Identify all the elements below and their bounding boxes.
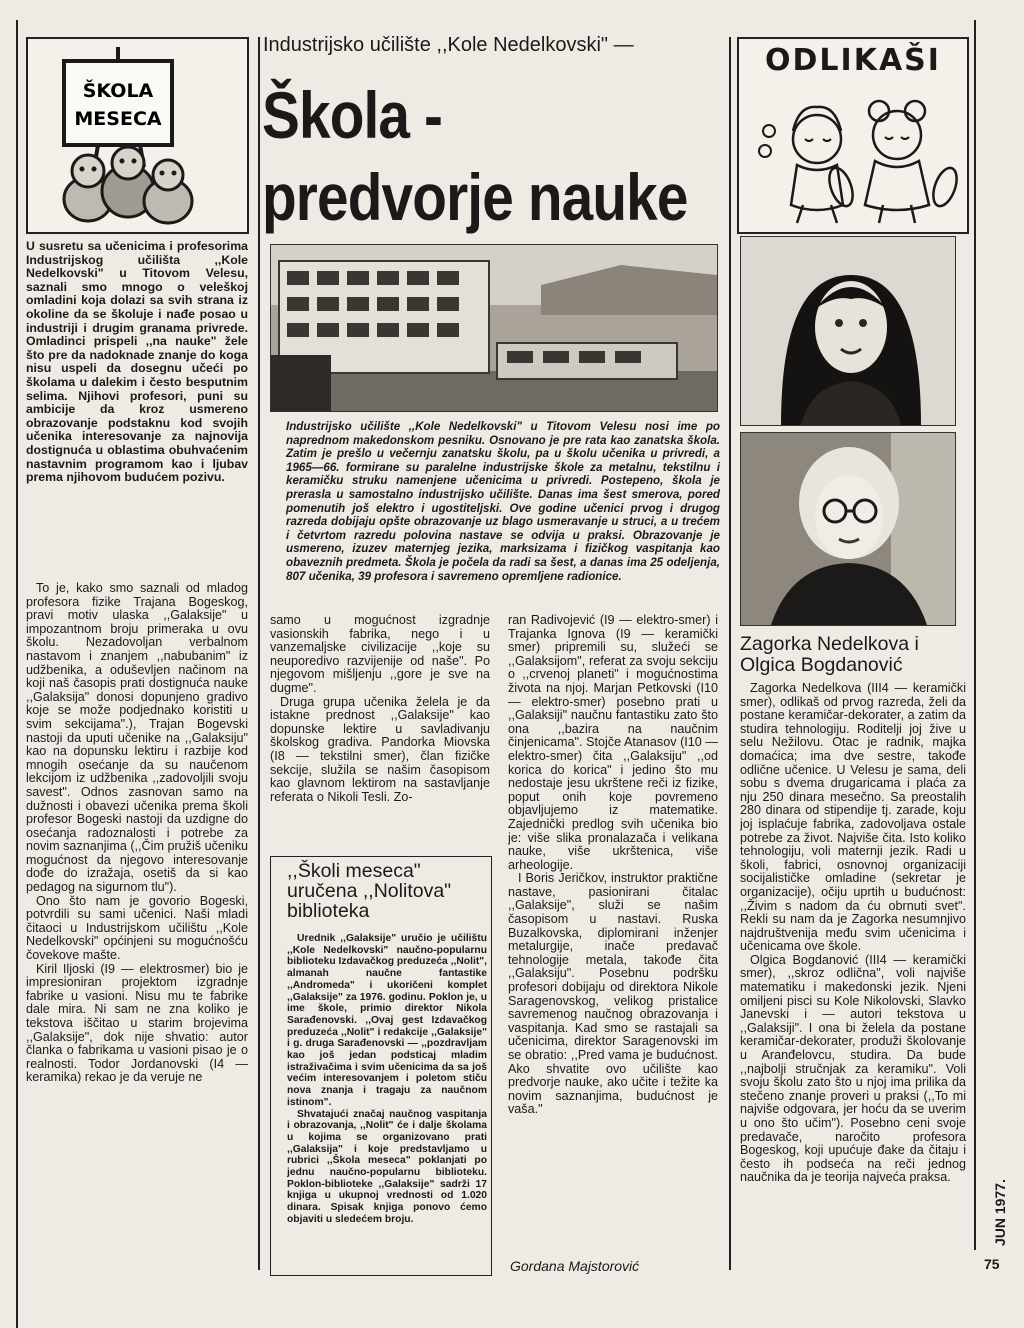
column-divider-2 <box>729 37 731 1270</box>
article-title-line1: Škola - <box>262 78 443 152</box>
honor-students-title: ODLIKAŠI <box>765 43 941 78</box>
column-1-body <box>26 582 248 1272</box>
laureates-title: Zagorka Nedelkova i Olgica Bogdanović <box>740 633 919 676</box>
column-divider-1 <box>258 37 260 1270</box>
col1-paragraph: To je, kako smo saznali od mladog profesora fizike Trajana Bogeskog, pravi motiv ulaska ,,Galaksije" u impozantnom broju primeraka u ovu školu. Nezadovoljan verbalnom nastavom i znanjem ,,nabubanim" iz udžbenika, a oduševljen načinom na koji naš časopis prati dostignuća nauke ,,Galaksija" donosi dopunjeno gradivo koje se može podjednako koristiti u svim sekcijama".), Trajan Bogevski nastoji da uputi učenike na ,,Galaksiju" kao na dopunsku lektiru i razbije kod mnogih osećanje da su naučenom lekcijom iz udžbenika ,,zadovoljili svoju savest". Odnos zasnovan samo na dužnosti i obavezi učenika prema školi profesor Bogeski nastoji da uzdigne do osećanja radoznalosti i potrebe za novim saznanjima (,,Čim pružiš učeniku mogućnost da njegovo interesovanje dođe do izražaja, osetiš da si kao pedagog na sigurnom tlu"). <box>26 582 248 895</box>
caption-text: Industrijsko učilište ,,Kole Nedelkovski" u Titovom Velesu nosi ime po naprednom makedonskom pesniku. Osnovano je pre rata kao zanatska škola. Zatim je prešlo u večernju zanatsku školu, pa u školu učenika u privredi, a 1965—66. formirane su paralelne industrijske škole za metalnu, tekstilnu i keramičku struku namenjene učenicima u privredi. Postepeno, škola je prerasla u samostalno industrijsko učilište. Danas ima šest smerova, pored pomenutih još elektro i ugostiteljski. Ove godine učenici prvog i drugog razreda dobijaju opšte obrazovanje uz blago usmeravanje u struci, a u trećem i četvrtom razredu polovina nastave se odvija u praksi. Obrazovanje je usmereno, izuzev maternjeg jezika, marksizama i fizičkog vaspitanja kao obaveznih predmeta. Škola je počela da radi sa šest, a danas ima 25 odeljenja, 807 učenika, 39 profesora i savremeno opremljene radionice. <box>286 420 720 583</box>
building-photo-caption <box>286 420 720 608</box>
portrait-zagorka <box>740 236 956 426</box>
nolit-box-paragraph: Urednik ,,Galaksije" uručio je učilištu ,,Kole Nedelkovski" naučno-popularnu biblioteku Izdavačkog preduzeća ,,Nolit", almanah naučne fantastike ,,Andromeda" i ukoričeni komplet ,,Galaksije" za 1976. godinu. Poklon je, u ime škole, primio direktor Nikola Sarađenovski. ,,Ovaj gest Izdavačkog preduzeća ,,Nolit" i redakcije ,,Galaksije" i g. druga Sarađenovski — ,,pozdravljam kao još jedan podsticaj mladim istraživačima i svim učenicima da sa još većim interesovanjem i poletom stiču nova znanja i tragaju za naučnom istinom". <box>287 933 487 1108</box>
col1-paragraph: Kiril Iljoski (I9 — elektrosmer) bio je impresioniran projektom izgradnje fabrike u vasioni. Nisu mu te fabrike dale mira. Ni sam ne zna koliko je tekstova iščitao u starim brojevima ,,Galaksije", dok nije shvatio: autor članka o fabrikama u vasioni pisao je o realnosti. Todor Jordanovski (I4 — keramika) rekao je da veruje ne <box>26 961 248 1085</box>
school-mascots-illustration <box>28 39 247 232</box>
portrait-image-zagorka <box>741 237 955 425</box>
school-of-month-badge <box>26 37 249 234</box>
nolit-box-body <box>287 933 487 1269</box>
right-border <box>974 20 976 1250</box>
badge-text-line1: ŠKOLA <box>82 80 154 102</box>
honor-students-box <box>737 37 969 234</box>
laureate-paragraph: Zagorka Nedelkova (III4 — keramički smer), odlikaš od prvog razreda, želi da postane keramičar-dekorater, a zatim da studira tehnologiju. Roditelji joj žive u selu Nežilovu. Otac je radnik, majka domaćica; ima dve sestre, takođe odlične učenice. U Velesu je sama, deli sobu s dvema drugaricama i plaća za nju 250 dinara mesečno. Sa preostalih 280 dinara od stipendije tj. zarade, koju joj isplaćuje fabrika, zadovoljava ostale potrebe za život. Najviše čita. Isto koliko tehnologiju, voli maternji jezik. Radi u školi, fabrici, osnovnoj organizaciji socijalističke omladine (sekretar je organizacije), očiju uprtih u budućnost: ,,Živim s nadom da ću obrnuti svet". Rekli su nam da je Zagorka nesumnjivo najdruštvenija među svim učenicima i učenicama ove škole. <box>740 682 966 954</box>
col3-paragraph: I Boris Jeričkov, instruktor praktične nastave, pasionirani čitalac ,,Galaksije", služi se našim časopisom u nastavi. Ruska Buzalkovska, diplomirani inženjer metalurgije, inače predavač tehnologije metala, takođe čita ,,Galaksiju". Posebnu podršku profesori dobijaju od direktora Nikole Saragenovskog, velikog pristalice savremenog naučnog obrazovanja i vaspitanja. Kad smo se rastajali sa učenicima, direktor Saragenovski im se obratio: ,,Pred vama je budućnost. Ako shvatite ovo učilište kao predvorje nauke, ako učite i težite ka novim saznanjima, budućnost je vaša." <box>508 871 718 1117</box>
lead-text: U susretu sa učenicima i profesorima Industrijskog učilišta ,,Kole Nedelkovski" u Titovom Velesu, saznali smo mnogo o veleškoj omladini koja dolazi sa svih strana iz okoline da se školuje i nađe posao u industriji i drugim granama privrede. Omladinci prispeli ,,na nauke" žele što pre da nadoknade znanje do koga nisu uspeli da dosegnu učeći po školama u dalekim i često besputnim selima. Njihovi profesori, puni su ambicije da kroz usmereno obrazovanje podstaknu kod svojih učenika interesovanje za najnovija dostignuća u oblastima obuhvaćenim nastavnim programom kao i ljubav prema njihovom budućem pozivu. <box>26 240 248 485</box>
building-image <box>271 245 717 411</box>
col2-paragraph: Druga grupa učenika želela je da istakne prednost ,,Galaksije" kao dopunske lektire u savladivanju školskog gradiva. Pandorka Miovska (I8 — tekstilni smer), član fizičke sekcije, služila se našim časopisom kao glavnom lektirom na sastavljanje referata o Nikoli Tesli. Zo- <box>270 694 490 804</box>
article-kicker: Industrijsko učilište ,,Kole Nedelkovski" — <box>263 34 634 56</box>
school-building-photo <box>270 244 718 412</box>
laureate-paragraph: Olgica Bogdanović (III4 — keramički smer), ,,skroz odlična", voli najviše matematiku i makedonski jezik. Njeni omiljeni pisci su Kole Nikolovski, Slavko Janevski i — autori tekstova u ,,Galaksiji". I ona bi želela da postane keramičar-dekorater, produži školovanje u Aranđelovcu, studira. Da bude ,,najbolji stručnjak za keramiku". Voli svoju školu zato što u njoj ima prilika da stečeno znanje proveri u praksi (,,To mi najviše odgovara, jer hoću da se uverim u ono što učim"). Posebno ceni svoje predavače, naročito profesora Bogeskog, koji upućuje đake da čitaju i često ih podseća na reči jednog naučnika da je teorija najveća praksa. <box>740 952 966 1185</box>
laureates-body <box>740 682 966 1272</box>
honor-students-illustration <box>739 39 967 232</box>
nolit-library-box <box>270 856 492 1276</box>
nolit-box-paragraph: Shvatajući značaj naučnog vaspitanja i obrazovanja, ,,Nolit" će i dalje školama u kojima se organizovano prati ,,Galaksija" i koje predstavljamo u rubrici ,,Škola meseca" poklanjati po jednu naučno-popularnu biblioteku. Poklon-biblioteke ,,Galaksije" sadrži 17 knjiga u ukupnoj vrednosti od 1.020 dinara. Spisak knjiga ponovo ćemo objaviti u sledećem broju. <box>287 1108 487 1225</box>
col2-paragraph: samo u mogućnost izgradnje vasionskih fabrika, nego i u vanzemaljske civilizacije ,,koje su neuporedivo razvijenije od naše". Po njegovom mišljenju ,,gore je sve na dugme". <box>270 614 490 695</box>
page-number: 75 <box>984 1256 1000 1272</box>
nolit-box-title: ,,Školi meseca" uručena ,,Nolitova" biblioteka <box>287 860 452 922</box>
portrait-image-olgica <box>741 433 955 625</box>
col1-paragraph: Ono što nam je govorio Bogeski, potvrdili su sami učenici. Naši mladi čitaoci u Industrijskom učilištu ,,Kole Nedelkovski" općinjeni su mogućnošću čovekove mašte. <box>26 893 248 963</box>
column-3-body <box>508 614 718 1252</box>
col3-paragraph: ran Radivojević (I9 — elektro-smer) i Trajanka Ignova (I9 — keramički smer) pripremili su, služeći se ,,Galaksijom", referat za svoju sekciju o ,,crvenoj planeti" i mogućnostima života na njoj. Marjan Petkovski (I10 — elektro-smer) posebno prati u ,,Galaksiji" naučnu fantastiku zato što ona ,,bazira na naučnim činjenicama". Stojče Atanasov (I10 — elektro-smer) čita ,,Galaksiju" ,,od korica do korica" i jedino što mu nedostaje jesu ukrštene reči iz fizike, poput onih koje povremeno objavljujemo iz matematike. Zajednički predlog svih učenika bio je: više slika pronalazača i velikana nauke, više ukrštenica, više arheologije. <box>508 614 718 872</box>
portrait-olgica <box>740 432 956 626</box>
column-2-body <box>270 614 490 842</box>
article-title-line2: predvorje nauke <box>262 160 688 234</box>
issue-date: JUN 1977. <box>992 1179 1008 1246</box>
badge-text-line2: MESECA <box>74 108 162 130</box>
left-border <box>16 20 18 1328</box>
lead-paragraph <box>26 240 248 580</box>
author-signature: Gordana Majstorović <box>510 1258 640 1274</box>
